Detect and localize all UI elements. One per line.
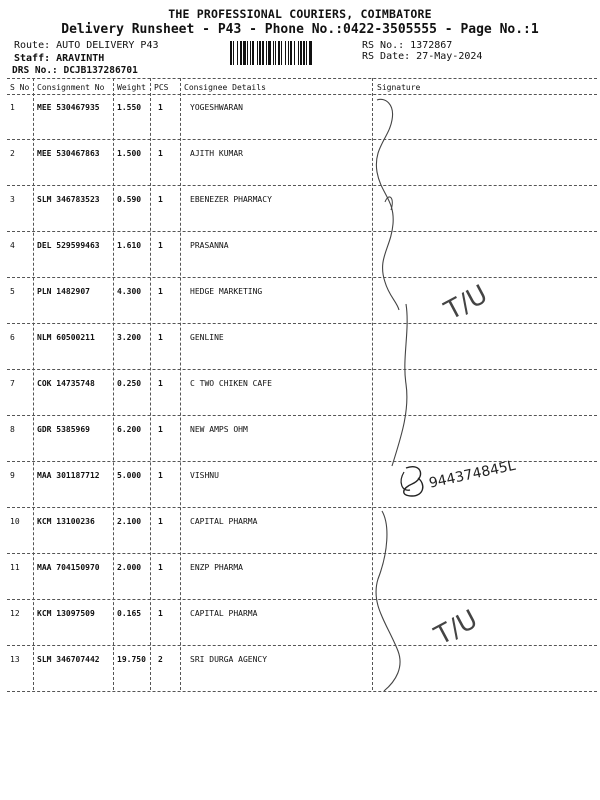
- consignee-name: C TWO CHIKEN CAFE: [190, 379, 272, 388]
- row-sno: 8: [10, 425, 15, 434]
- table-top-rule: [7, 78, 597, 79]
- consignment-number: NLM 60500211: [37, 333, 95, 342]
- row-sno: 4: [10, 241, 15, 250]
- row-sno: 6: [10, 333, 15, 342]
- row-sno: 7: [10, 379, 15, 388]
- consignment-number: MAA 704150970: [37, 563, 100, 572]
- row-divider: [7, 415, 597, 416]
- consignee-name: GENLINE: [190, 333, 224, 342]
- barcode: [230, 41, 356, 65]
- row-sno: 1: [10, 103, 15, 112]
- consignment-number: KCM 13097509: [37, 609, 95, 618]
- consignment-number: MEE 530467863: [37, 149, 100, 158]
- column-header-pcs: PCS: [154, 83, 169, 92]
- row-divider: [7, 369, 597, 370]
- weight-value: 4.300: [117, 287, 142, 296]
- consignee-name: YOGESHWARAN: [190, 103, 243, 112]
- weight-value: 1.550: [117, 103, 142, 112]
- company-title: THE PROFESSIONAL COURIERS, COIMBATORE: [168, 7, 432, 21]
- handwritten-mark: T/U: [430, 604, 483, 652]
- drs-number: DRS No.: DCJB137286701: [12, 65, 138, 76]
- row-sno: 9: [10, 471, 15, 480]
- row-divider: [7, 323, 597, 324]
- weight-value: 0.590: [117, 195, 142, 204]
- pcs-value: 2: [158, 655, 163, 664]
- consignment-number: KCM 13100236: [37, 517, 95, 526]
- route-label: Route: AUTO DELIVERY P43: [14, 40, 159, 51]
- consignee-name: PRASANNA: [190, 241, 229, 250]
- row-divider: [7, 691, 597, 692]
- weight-value: 0.250: [117, 379, 142, 388]
- pcs-value: 1: [158, 517, 163, 526]
- column-header-sno: S No: [10, 83, 30, 92]
- column-header-consignee: Consignee Details: [184, 83, 266, 92]
- consignment-number: PLN 1482907: [37, 287, 90, 296]
- weight-value: 1.610: [117, 241, 142, 250]
- consignment-number: SLM 346707442: [37, 655, 100, 664]
- weight-value: 5.000: [117, 471, 142, 480]
- consignee-name: VISHNU: [190, 471, 219, 480]
- weight-value: 3.200: [117, 333, 142, 342]
- row-divider: [7, 185, 597, 186]
- row-sno: 5: [10, 287, 15, 296]
- row-sno: 2: [10, 149, 15, 158]
- row-sno: 10: [10, 517, 20, 526]
- handwritten-phone-note: 944374845L: [427, 457, 517, 492]
- consignee-name: EBENEZER PHARMACY: [190, 195, 272, 204]
- pcs-value: 1: [158, 425, 163, 434]
- consignee-name: CAPITAL PHARMA: [190, 517, 258, 526]
- signature-scribble: [368, 300, 428, 470]
- row-divider: [7, 507, 597, 508]
- consignee-name: CAPITAL PHARMA: [190, 609, 258, 618]
- consignee-name: ENZP PHARMA: [190, 563, 243, 572]
- handwritten-mark: T/U: [440, 279, 493, 327]
- column-header-signature: Signature: [377, 83, 421, 92]
- rs-number: RS No.: 1372867: [362, 40, 453, 51]
- weight-value: 19.750: [117, 655, 146, 664]
- weight-value: 6.200: [117, 425, 142, 434]
- rs-date: RS Date: 27-May-2024: [362, 51, 483, 62]
- row-divider: [7, 599, 597, 600]
- pcs-value: 1: [158, 241, 163, 250]
- weight-value: 1.500: [117, 149, 142, 158]
- consignment-number: GDR 5385969: [37, 425, 90, 434]
- row-divider: [7, 277, 597, 278]
- column-header-weight: Weight: [117, 83, 146, 92]
- consignment-number: SLM 346783523: [37, 195, 100, 204]
- row-divider: [7, 231, 597, 232]
- pcs-value: 1: [158, 609, 163, 618]
- consignment-number: MAA 301187712: [37, 471, 100, 480]
- row-divider: [7, 139, 597, 140]
- weight-value: 2.100: [117, 517, 142, 526]
- pcs-value: 1: [158, 149, 163, 158]
- weight-value: 2.000: [117, 563, 142, 572]
- runsheet-title: Delivery Runsheet - P43 - Phone No.:0422-3505555 - Page No.:1: [61, 22, 539, 37]
- pcs-value: 1: [158, 333, 163, 342]
- pcs-value: 1: [158, 287, 163, 296]
- row-sno: 3: [10, 195, 15, 204]
- pcs-value: 1: [158, 103, 163, 112]
- signature-glyph: [396, 462, 430, 502]
- row-sno: 12: [10, 609, 20, 618]
- consignee-name: HEDGE MARKETING: [190, 287, 263, 296]
- pcs-value: 1: [158, 471, 163, 480]
- row-sno: 11: [10, 563, 20, 572]
- signature-scribble: [365, 92, 485, 317]
- signature-scribble: [366, 505, 436, 695]
- row-sno: 13: [10, 655, 20, 664]
- pcs-value: 1: [158, 195, 163, 204]
- consignment-number: DEL 529599463: [37, 241, 100, 250]
- column-header-consignment: Consignment No: [37, 83, 105, 92]
- staff-label: Staff: ARAVINTH: [14, 53, 105, 64]
- consignee-name: AJITH KUMAR: [190, 149, 243, 158]
- consignee-name: NEW AMPS OHM: [190, 425, 248, 434]
- pcs-value: 1: [158, 379, 163, 388]
- header-rule: [7, 94, 597, 95]
- consignee-name: SRI DURGA AGENCY: [190, 655, 268, 664]
- row-divider: [7, 553, 597, 554]
- row-divider: [7, 645, 597, 646]
- consignment-number: MEE 530467935: [37, 103, 100, 112]
- pcs-value: 1: [158, 563, 163, 572]
- consignment-number: COK 14735748: [37, 379, 95, 388]
- weight-value: 0.165: [117, 609, 142, 618]
